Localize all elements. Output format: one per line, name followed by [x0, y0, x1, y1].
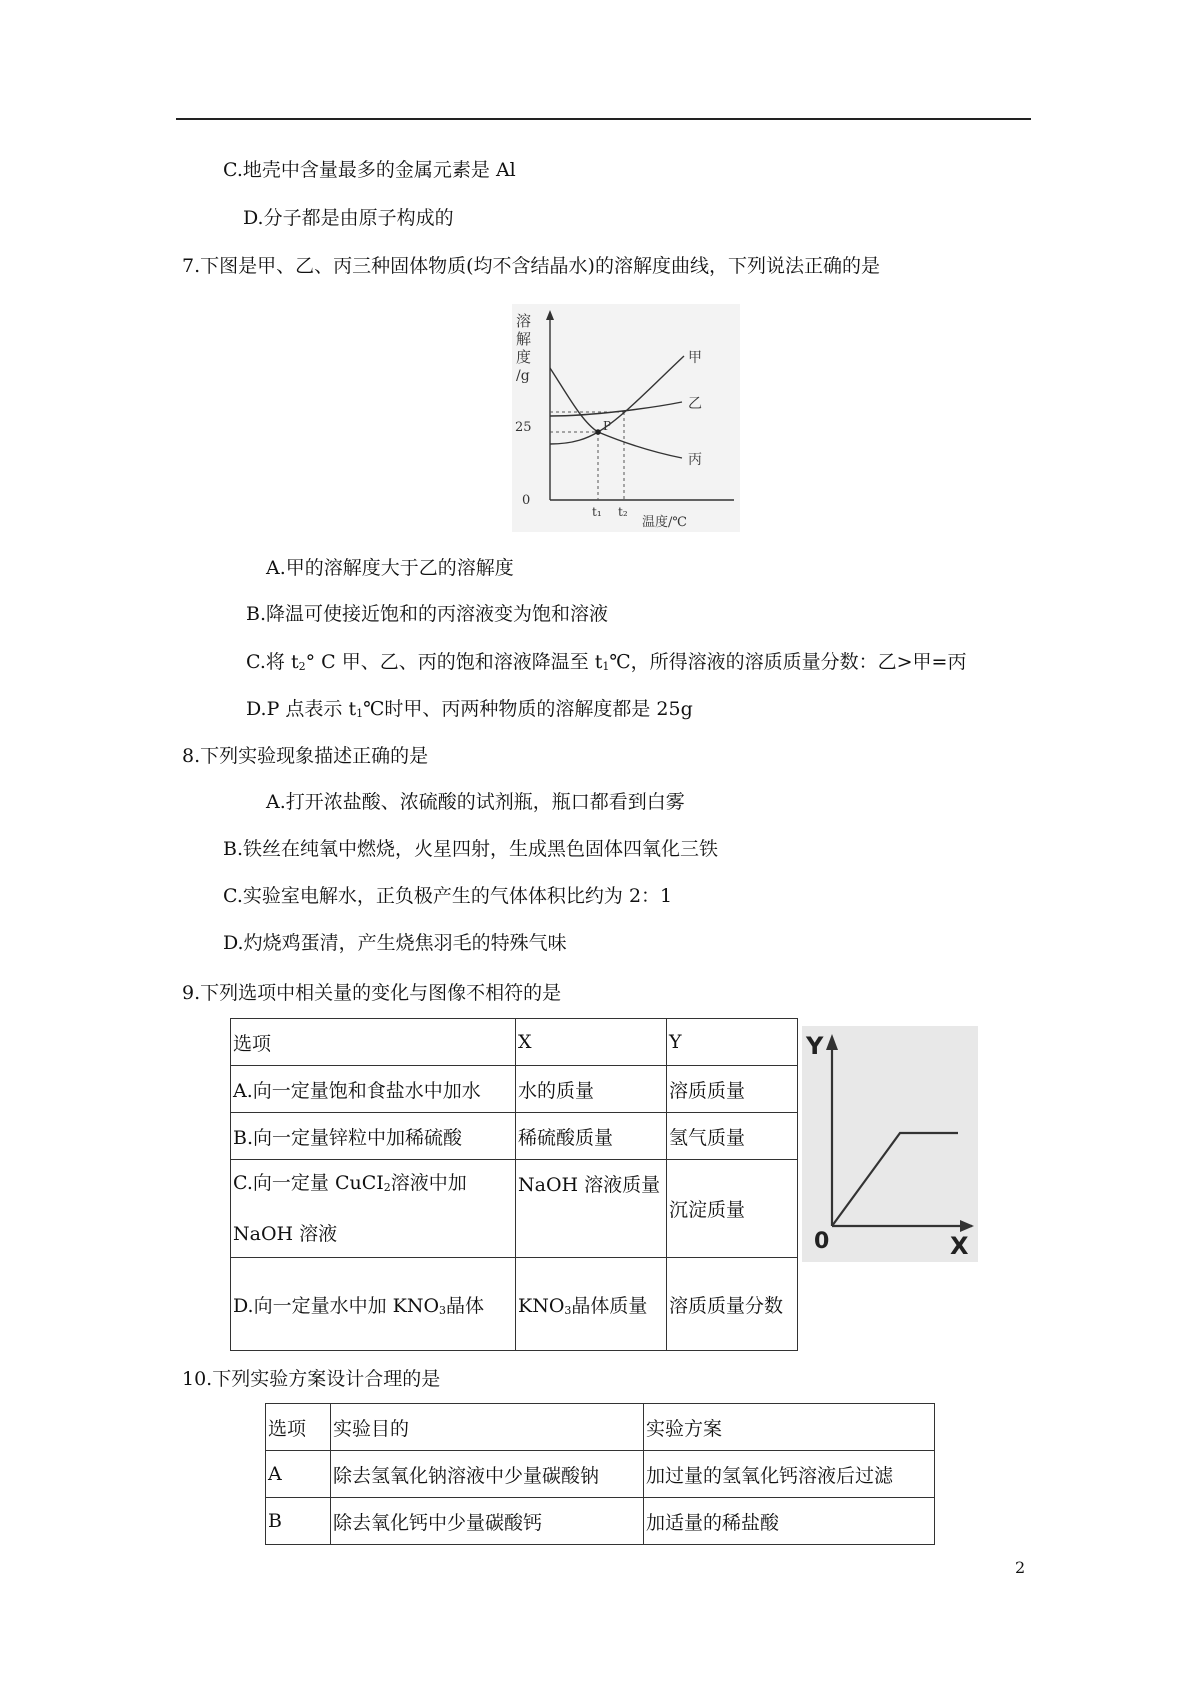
graph-ylabel-1: 溶	[516, 312, 532, 330]
q9-row-c-x: NaOH 溶液质量	[516, 1160, 667, 1258]
q9-graph-x: X	[950, 1232, 969, 1260]
graph-t1: t₁	[592, 505, 602, 519]
graph-y25: 25	[515, 420, 532, 435]
page-number: 2	[1015, 1558, 1026, 1577]
q6-option-c: C.地壳中含量最多的金属元素是 Al	[223, 159, 516, 181]
q7-option-b: B.降温可使接近饱和的丙溶液变为饱和溶液	[246, 603, 609, 625]
q7-option-d: D.P 点表示 $t_1℃$时甲、丙两种物质的溶解度都是 25g	[246, 698, 693, 720]
q10-row-b-goal: 除去氧化钙中少量碳酸钙	[331, 1498, 644, 1545]
graph-curve-yi: 乙	[688, 396, 702, 412]
q9-row-b-y: 氢气质量	[667, 1113, 798, 1160]
graph-curve-bing: 丙	[688, 452, 702, 468]
q9-header-option: 选项	[231, 1019, 516, 1066]
q7-option-c: C.将 $t_2^\circ$ C 甲、乙、丙的饱和溶液降温至 $t_1℃$，所得溶液的溶质质量分数：乙>甲=丙	[246, 651, 967, 673]
q10-stem: 10.下列实验方案设计合理的是	[182, 1368, 441, 1390]
q6-option-d: D.分子都是由原子构成的	[243, 207, 454, 229]
q10-row-b-plan: 加适量的稀盐酸	[644, 1498, 935, 1545]
q8-option-b: B.铁丝在纯氧中燃烧，火星四射，生成黑色固体四氧化三铁	[223, 838, 719, 860]
graph-xlabel: 温度/℃	[642, 515, 687, 530]
q9-xy-graph	[802, 1026, 978, 1262]
q8-option-c: C.实验室电解水，正负极产生的气体体积比约为 2：1	[223, 885, 673, 907]
q10-table	[265, 1403, 935, 1545]
q7-stem: 7.下图是甲、乙、丙三种固体物质(均不含结晶水)的溶解度曲线，下列说法正确的是	[182, 255, 880, 277]
q9-header-y: Y	[667, 1019, 798, 1066]
q8-stem: 8.下列实验现象描述正确的是	[182, 745, 429, 767]
q7-option-a: A.甲的溶解度大于乙的溶解度	[266, 557, 514, 579]
q9-graph-origin: 0	[814, 1229, 830, 1254]
q9-row-c-y: 沉淀质量	[667, 1160, 798, 1258]
q9-table	[230, 1018, 798, 1351]
graph-origin: 0	[522, 493, 531, 508]
q8-option-a: A.打开浓盐酸、浓硫酸的试剂瓶，瓶口都看到白雾	[266, 791, 685, 813]
q9-graph-y: Y	[806, 1032, 824, 1060]
q9-row-a-option: A.向一定量饱和食盐水中加水	[231, 1066, 516, 1113]
q9-row-b-x: 稀硫酸质量	[516, 1113, 667, 1160]
q10-row-b-option: B	[266, 1498, 331, 1545]
q9-row-d-x: $KNO_3$晶体质量	[516, 1258, 667, 1351]
q10-row-a-option: A	[266, 1451, 331, 1498]
q9-stem: 9.下列选项中相关量的变化与图像不相符的是	[182, 982, 562, 1004]
q10-row-a-goal: 除去氢氧化钠溶液中少量碳酸钠	[331, 1451, 644, 1498]
q9-row-c-option: C.向一定量 CuCI$_2$溶液中加 NaOH 溶液	[231, 1160, 516, 1258]
q9-row-d-option: D.向一定量水中加 $KNO_3$晶体	[231, 1258, 516, 1351]
graph-point-p: P	[603, 419, 612, 433]
q9-row-a-x: 水的质量	[516, 1066, 667, 1113]
solubility-curve-graph	[512, 304, 740, 532]
q10-header-option: 选项	[266, 1404, 331, 1451]
graph-curve-jia: 甲	[688, 350, 702, 366]
graph-ylabel-2: 解	[516, 330, 532, 348]
q9-row-b-option: B.向一定量锌粒中加稀硫酸	[231, 1113, 516, 1160]
q10-row-a-plan: 加过量的氢氧化钙溶液后过滤	[644, 1451, 935, 1498]
q10-header-goal: 实验目的	[331, 1404, 644, 1451]
graph-ylabel-4: /g	[516, 368, 530, 384]
q9-row-d-y: 溶质质量分数	[667, 1258, 798, 1351]
q9-row-a-y: 溶质质量	[667, 1066, 798, 1113]
graph-ylabel-3: 度	[516, 348, 532, 366]
graph-t2: t₂	[618, 505, 628, 519]
header-rule	[176, 118, 1031, 120]
q10-header-plan: 实验方案	[644, 1404, 935, 1451]
q8-option-d: D.灼烧鸡蛋清，产生烧焦羽毛的特殊气味	[223, 932, 567, 954]
q9-header-x: X	[516, 1019, 667, 1066]
